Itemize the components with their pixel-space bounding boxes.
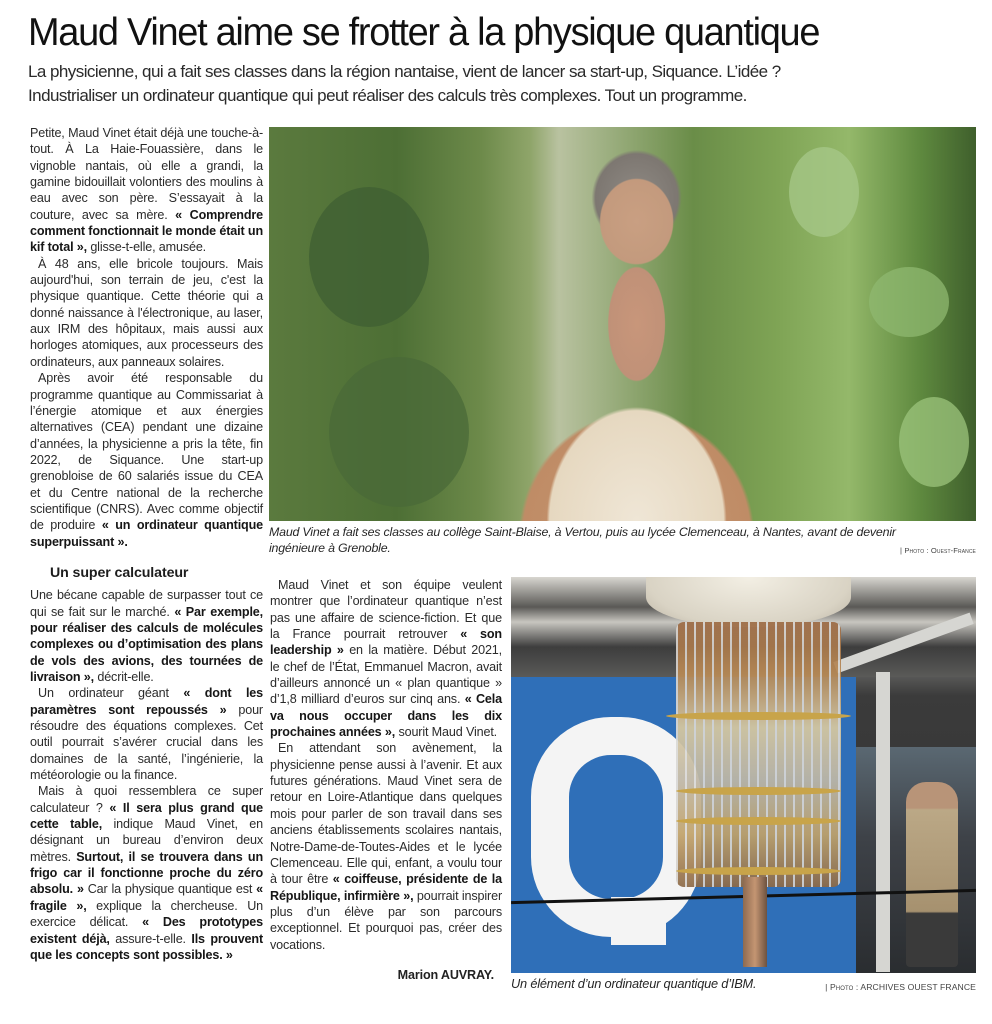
quote: « fragile », <box>30 882 263 913</box>
q-letter-tail <box>611 897 666 945</box>
paragraph <box>30 783 263 963</box>
quote: « Il sera plus grand que cette table, <box>30 800 263 832</box>
text: en la matière. Début 2021, le chef de l’État, Emmanuel Macron, avait d’ailleurs annoncé un « plan quantique » d’1,8 milliard d’euros sur cinq ans. <box>270 643 503 707</box>
text: Maud Vinet et son équipe veulent montrer que l’ordinateur quantique n’est pas une affaire de science-fiction. Et que la France pourrait retrouver <box>270 578 502 642</box>
paragraph <box>270 740 502 952</box>
foliage-shape <box>789 147 859 237</box>
text: Une bécane capable de surpasser tout ce qui se fait sur le marché. <box>30 588 263 619</box>
quote: « dont les paramètres sont repoussés » <box>30 686 263 717</box>
subheading: Un super calculateur <box>50 564 189 581</box>
quote: Surtout, il se trouvera dans un frigo car il fonctionne proche du zéro absolu. » <box>30 849 263 897</box>
cryostat-chandelier <box>676 622 841 887</box>
headline: Maud Vinet aime se frotter à la physique quantique <box>28 11 820 54</box>
text: glisse-t-elle, amusée. <box>86 240 207 255</box>
gold-plate <box>676 787 841 795</box>
quote: « coiffeuse, présidente de la République, infirmière », <box>270 872 502 903</box>
foliage-shape <box>869 267 949 337</box>
body-column-2 <box>270 577 502 983</box>
quote: Ils prouvent que les concepts sont possibles. » <box>30 931 264 962</box>
text: Car la physique quantique est <box>83 882 257 897</box>
text: Mais à quoi ressemblera ce super calculateur ? <box>30 784 263 815</box>
text: pourrait inspirer plus d’un élève par son parcours exceptionnel. Et pourquoi pas, créer des vocations. <box>270 888 502 952</box>
photo-credit: | Photo : ARCHIVES OUEST FRANCE <box>825 982 976 992</box>
text: explique la chercheuse. Un exercice délicat. <box>30 898 263 930</box>
paragraph <box>30 370 263 550</box>
text: assure-t-elle. <box>109 931 192 946</box>
paragraph <box>270 577 502 740</box>
paragraph <box>30 587 263 685</box>
photo-credit: | Photo : Ouest-France <box>900 546 976 555</box>
text: indique Maud Vinet, en désignant un bureau d’environ deux mètres. <box>30 817 263 864</box>
metal-frame <box>876 672 890 972</box>
foliage-shape <box>309 187 429 327</box>
quantum-computer-photo <box>511 577 976 973</box>
gold-plate <box>666 712 851 720</box>
quote: « son leadership » <box>270 627 502 658</box>
text: pour résoudre des équations complexes. Cet outil pourrait s’avérer crucial dans les domaines de la santé, l’ingénierie, la météorologie ou la finance. <box>30 702 263 783</box>
foliage-shape <box>329 357 469 507</box>
quote: « Comprendre comment fonctionnait le monde était un kif total », <box>30 207 264 255</box>
byline: Marion AUVRAY. <box>397 967 494 982</box>
text: Après avoir été responsable du programme quantique au Commissariat à l’énergie atomique et aux énergies alternatives (CEA) pendant une dizaine d’années, la physicienne a pris la tête, fin 2022, de Siquance. Une start-up grenobloise de 60 salariés issue du CEA et du Centre national de la recherche scientifique (CNRS). Avec comme objectif de produire <box>30 371 263 533</box>
quote: « Cela va nous occuper dans les dix prochaines années », <box>270 692 502 740</box>
text: En attendant son avènement, la physicienne pense aussi à l’avenir. Et aux futures générations. Maud Vinet sera de retour en Loire-Atlantique dans quelques mois pour parler de son travail dans ses anciens établissements scolaires nantais, Notre-Dame-de-Toutes-Aides et le lycée Clemenceau. Elle qui, enfant, a voulu tour à tour être <box>270 741 502 887</box>
standfirst <box>28 60 978 108</box>
text: décrit-elle. <box>94 670 154 684</box>
cryostat-stem <box>743 877 767 967</box>
standfirst-line-1: La physicienne, qui a fait ses classes dans la région nantaise, vient de lancer sa start-up, Siquance. L’idée ? <box>28 62 781 81</box>
quote: « un ordinateur quantique superpuissant ». <box>30 518 263 549</box>
paragraph: À 48 ans, elle bricole toujours. Mais aujourd'hui, son terrain de jeu, c'est la physique quantique. Cette théorie qui a donné naissance à l'électronique, au laser, aux IRM des hôpitaux, mais aussi aux horloges atomiques, aux processeurs des ordinateurs, aux panneaux solaires. <box>30 256 263 369</box>
text: Petite, Maud Vinet était déjà une touche-à-tout. À La Haie-Fouassière, dans le vignoble nantais, où elle a grandi, la gamine bidouillait volontiers des moulins à eau avec son père. S’essayait à la couture, avec sa mère. <box>30 126 263 222</box>
paragraph <box>30 685 263 783</box>
visitor-figure <box>906 782 958 967</box>
text: Un ordinateur géant <box>38 686 184 701</box>
quote: « Des prototypes existent déjà, <box>30 915 263 946</box>
standfirst-line-2: Industrialiser un ordinateur quantique qui peut réaliser des calculs très complexes. Tout un programme. <box>28 86 747 105</box>
foliage-shape <box>899 397 969 487</box>
body-column-1 <box>30 125 263 963</box>
text: sourit Maud Vinet. <box>395 725 498 740</box>
gold-plate <box>676 867 841 875</box>
gold-plate <box>676 817 841 825</box>
quote: « Par exemple, pour réaliser des calculs de molécules complexes ou d’optimisation des plans de vols des avions, des tournées de livraison », <box>30 604 263 684</box>
paragraph <box>30 125 263 256</box>
portrait-photo <box>269 127 976 521</box>
photo-caption: Un élément d’un ordinateur quantique d’IBM. <box>511 976 757 991</box>
photo-caption: Maud Vinet a fait ses classes au collège Saint-Blaise, à Vertou, puis au lycée Clemenceau, à Nantes, avant de devenir ingénieure à Grenoble. <box>269 525 896 555</box>
